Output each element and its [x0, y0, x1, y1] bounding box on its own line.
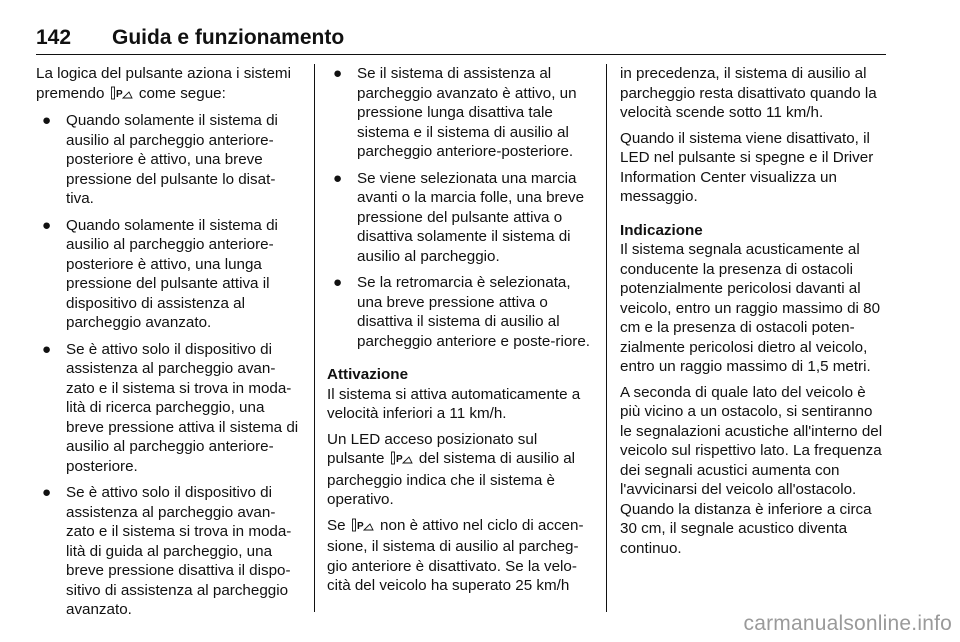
bullet-icon: ●	[42, 112, 52, 129]
paragraph: Se P non è attivo nel ciclo di accen-sione, il sistema di ausilio al parcheg-gio anteriore è disattivato. Se la velo-cità del veicolo ha superato 25 km/h	[327, 516, 584, 594]
bullet-icon: ●	[42, 484, 52, 501]
paragraph: Un LED acceso posizionato sul pulsante P del sistema di ausilio al parcheggio indica che il sistema è operativo.	[327, 430, 576, 508]
paragraph: A seconda di quale lato del veicolo è più vicino a un ostacolo, si sentiranno le segnalazioni acustiche all'interno del veicolo sul rispettivo lato. La frequenza dei segnali acustici aumenta con l'avvicinarsi del veicolo all'ostacolo. Quando la distanza è inferiore a circa 30 cm, il segnale acustico diventa continuo.	[620, 383, 883, 557]
svg-text:P: P	[356, 520, 364, 532]
heading-indicazione: Indicazione	[620, 221, 703, 239]
list-item: ● Se la retromarcia è selezionata, una breve pressione attiva o disattiva il sistema di ausilio al parcheggio anteriore e poste-riore.	[333, 274, 591, 350]
bullet-icon: ●	[333, 169, 343, 187]
parking-assist-button-icon	[391, 451, 413, 471]
col1-bullet-list	[36, 111, 302, 620]
col2-bullet-list	[327, 64, 593, 351]
heading-attivazione: Attivazione	[327, 366, 409, 383]
parking-assist-button-icon	[111, 86, 133, 106]
column-divider-2	[606, 64, 607, 612]
page-number: 142	[36, 26, 72, 49]
section-title: Guida e funzionamento	[112, 26, 345, 49]
bullet-icon: ●	[42, 340, 52, 358]
paragraph: Il sistema segnala acusticamente al conducente la presenza di ostacoli potenzialmente pericolosi davanti al veicolo, entro un raggio massimo di 80 cm e la presenza di ostacoli poten-zialmente pericolosi dietro al veicolo, entro un raggio massimo di 1,5 metri.	[620, 241, 881, 375]
svg-text:P: P	[395, 454, 403, 465]
parking-assist-button-icon	[352, 518, 374, 538]
list-item: ● Se il sistema di assistenza al parcheggio avanzato è attivo, un pressione lunga disattiva tale sistema e il sistema di ausilio al parcheggio anteriore-posteriore.	[333, 65, 577, 160]
column-3	[620, 64, 886, 564]
column-divider-1	[314, 64, 315, 612]
paragraph: Il sistema si attiva automaticamente a velocità inferiori a 11 km/h.	[327, 385, 581, 422]
bullet-icon: ●	[333, 65, 343, 82]
list-item: ● Se è attivo solo il dispositivo di assistenza al parcheggio avan-zato e il sistema si trova in moda-lità di guida al parcheggio, una breve pressione disattiva il dispo-sitivo di assistenza al parcheggio avanzato.	[42, 484, 292, 618]
paragraph: in precedenza, il sistema di ausilio al parcheggio resta disattivato quando la velocità scende sotto 11 km/h.	[620, 65, 877, 121]
watermark: carmanualsonline.info	[743, 612, 952, 635]
svg-text:P: P	[115, 88, 123, 100]
bullet-icon: ●	[42, 216, 52, 234]
list-item: ● Quando solamente il sistema di ausilio al parcheggio anteriore-posteriore è attivo, una breve pressione del pulsante lo disat-tiva.	[42, 112, 278, 207]
column-2	[327, 64, 593, 602]
header-rule	[36, 54, 886, 55]
intro-text-a: La logica del pulsante aziona i sistemi premendo	[36, 65, 291, 102]
list-item: ● Se viene selezionata una marcia avanti o la marcia folle, una breve pressione del pulsante attiva o disattiva solamente il sistema di ausilio al parcheggio.	[333, 169, 585, 265]
paragraph: Quando il sistema viene disattivato, il LED nel pulsante si spegne e il Driver Information Center visualizza un messaggio.	[620, 129, 874, 205]
list-item: ● Quando solamente il sistema di ausilio al parcheggio anteriore-posteriore è attivo, una lunga pressione del pulsante attiva il dispositivo di assistenza al parcheggio avanzato.	[42, 216, 278, 331]
intro-paragraph	[36, 64, 302, 105]
list-item: ● Se è attivo solo il dispositivo di assistenza al parcheggio avan-zato e il sistema si trova in moda-lità di ricerca parcheggio, una breve pressione attiva il sistema di ausilio al parcheggio anteriore-posteriore.	[42, 340, 299, 475]
page-header	[36, 26, 886, 50]
column-1	[36, 64, 302, 627]
intro-text-b: come segue:	[138, 84, 226, 102]
bullet-icon: ●	[333, 274, 343, 291]
